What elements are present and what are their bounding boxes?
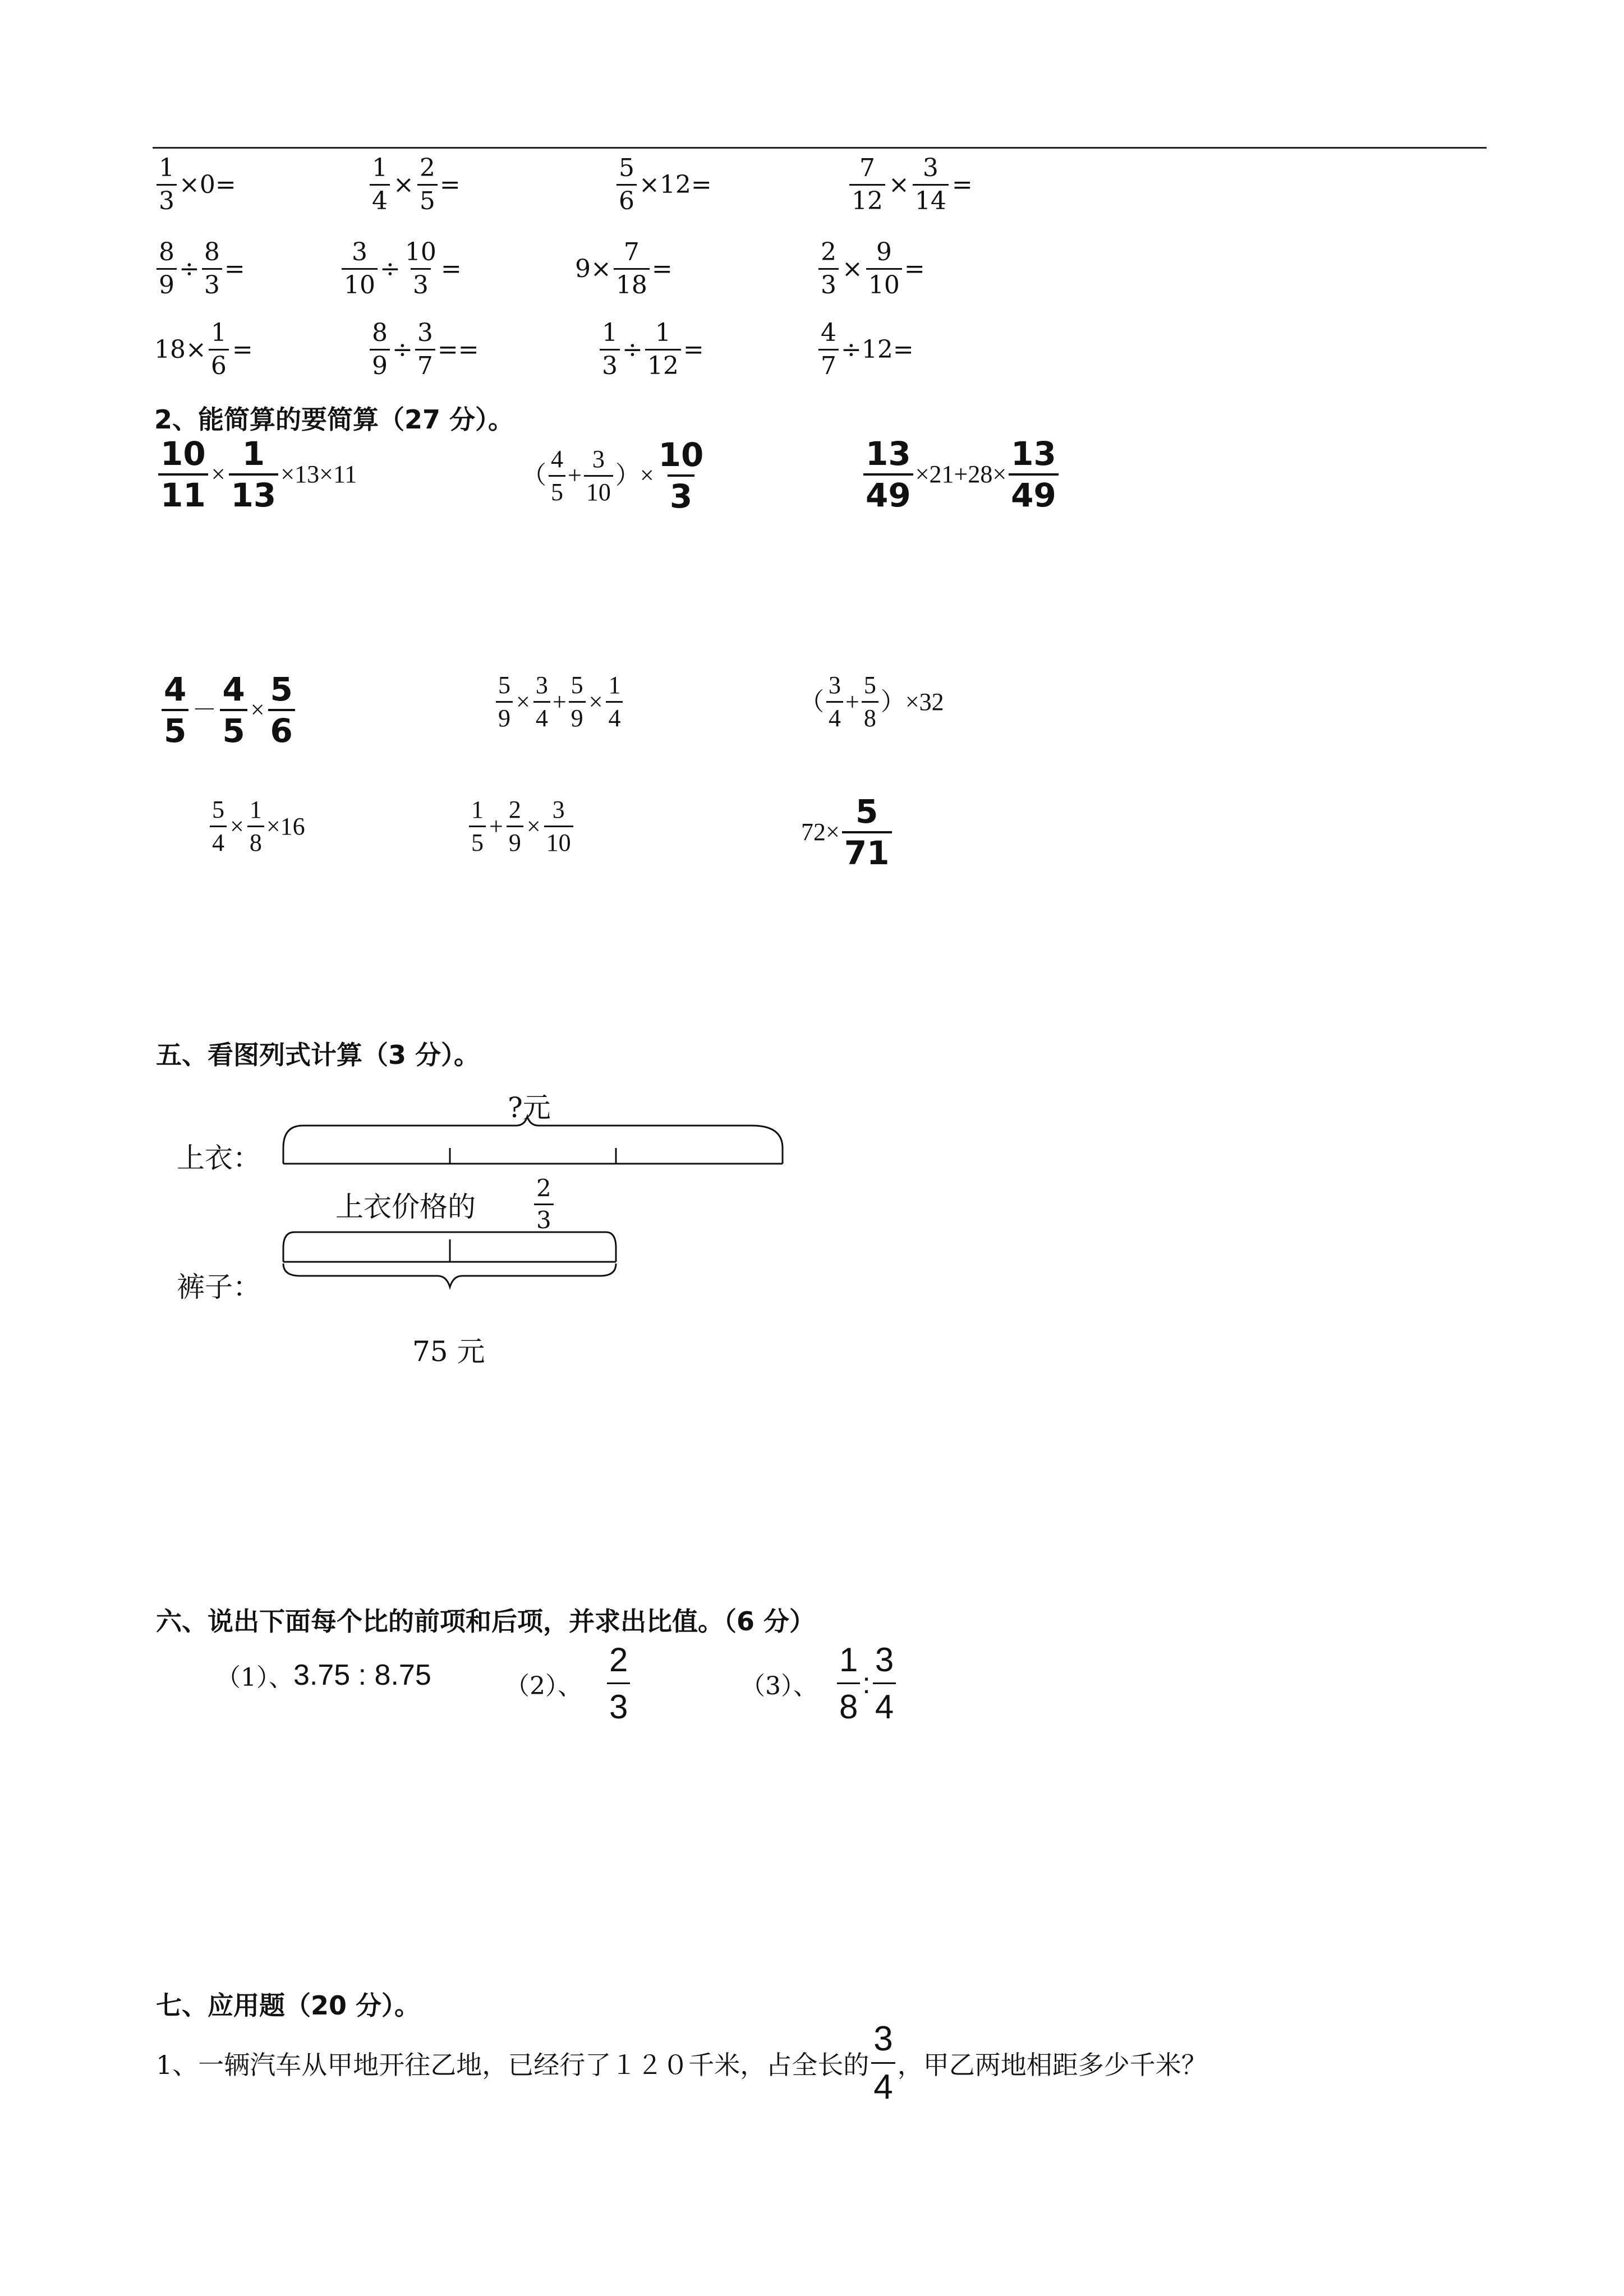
section7-heading: 七、应用题（20 分）。 (156, 1990, 421, 2021)
calc-a2: $\frac{1}{4}$ × $\frac{2}{5}$ = (367, 156, 461, 214)
calc-b3: 9× $\frac{7}{18}$ = (575, 238, 673, 299)
simplify-e1: $\frac{10}{11}$ × $\frac{1}{13}$ ×13×11 (156, 437, 357, 511)
simplify-e6: （ $\frac{3}{4}$ + $\frac{5}{8}$ ）×32 (799, 671, 944, 732)
shirt-brace (283, 1117, 783, 1148)
diagram-middle-text: 上衣价格的 (335, 1191, 476, 1223)
ratio-item-3: （3）、 $\frac{1}{8}$ : $\frac{3}{4}$ (740, 1640, 898, 1726)
simplify-e4: $\frac{4}{5}$ － $\frac{4}{5}$ × $\frac{5}{6}$ (159, 673, 297, 747)
section6-heading: 六、说出下面每个比的前项和后项，并求出比值。（6 分） (156, 1606, 816, 1636)
calc-c1: 18× $\frac{1}{6}$ = (154, 319, 253, 380)
calc-c3: $\frac{1}{3}$ ÷ $\frac{1}{12}$ = (597, 321, 704, 379)
section2-heading: 2、能简算的要简算（27 分）。 (154, 404, 514, 435)
calc-b2: $\frac{3}{10}$ ÷ $\frac{10}{3}$ = (339, 240, 462, 298)
calc-a4: $\frac{7}{12}$ × $\frac{3}{14}$ = (847, 156, 974, 214)
calc-a1: $\frac{1}{3}$ ×0= (154, 156, 236, 214)
calc-b4: $\frac{2}{3}$ × $\frac{9}{10}$ = (816, 240, 925, 298)
simplify-e3: $\frac{13}{49}$ ×21+28× $\frac{13}{49}$ (861, 437, 1061, 511)
calc-c4: $\frac{4}{7}$ ÷12= (816, 321, 914, 379)
top-rule (153, 147, 1487, 149)
simplify-e8: $\frac{1}{5}$ + $\frac{2}{9}$ × $\frac{3}{10}$ (467, 797, 576, 855)
simplify-e5: $\frac{5}{9}$ × $\frac{3}{4}$ + $\frac{5}{9}$ × $\frac{1}{4}$ (494, 673, 625, 731)
simplify-e7: $\frac{5}{4}$ × $\frac{1}{8}$ ×16 (208, 797, 305, 855)
calc-c2: $\frac{8}{9}$ ÷ $\frac{3}{7}$ == (367, 321, 479, 379)
ratio-item-1: （1）、 3.75 : 8.75 (216, 1659, 431, 1692)
section5-heading: 五、看图列式计算（3 分）。 (156, 1040, 480, 1070)
diagram-bottom-label: 75 元 (412, 1335, 485, 1368)
ratio-item-2: （2）、 $\frac{2}{3}$ (505, 1640, 632, 1726)
pants-bottom-brace (283, 1264, 616, 1287)
simplify-e9: 72× $\frac{5}{71}$ (801, 795, 894, 869)
diagram-middle-fraction: $\frac{2}{3}$ (532, 1177, 556, 1232)
diagram-shirt-label: 上衣： (177, 1142, 261, 1174)
diagram-pants-label: 裤子： (177, 1271, 261, 1303)
diagram-top-label: ?元 (508, 1091, 551, 1124)
simplify-e2: （ $\frac{4}{5}$ + $\frac{3}{10}$ ）× $\frac{10}{3}$ (522, 436, 704, 515)
calc-b1: $\frac{8}{9}$ ÷ $\frac{8}{3}$ = (154, 240, 245, 298)
calc-a3: $\frac{5}{6}$ ×12= (614, 156, 712, 214)
question-1: 1、一辆汽车从甲地开往乙地，已经行了１２０千米，占全长的 $\frac{3}{4}$ ，甲乙两地相距多少千米？ (156, 2020, 1207, 2106)
